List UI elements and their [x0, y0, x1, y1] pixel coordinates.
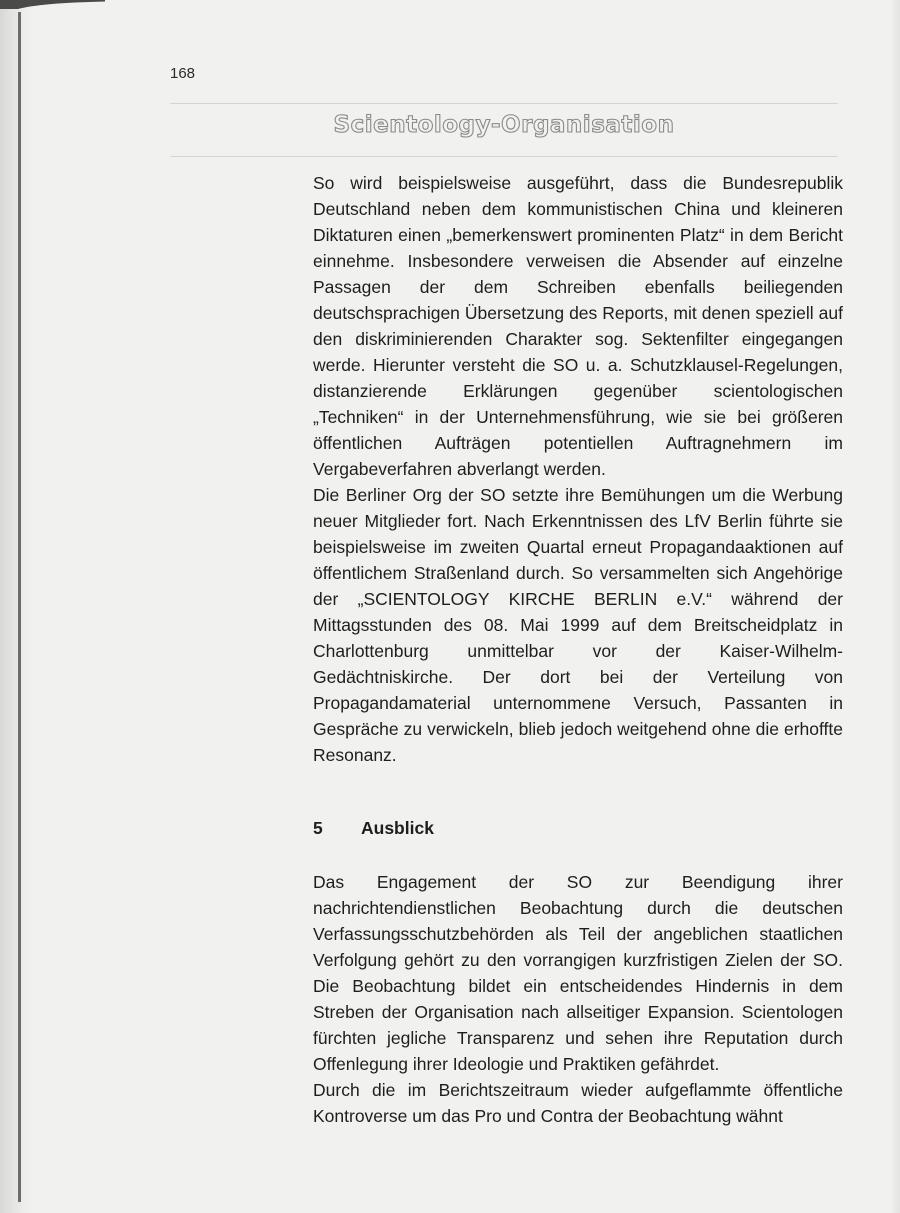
- scan-left-shadow: [0, 0, 34, 1213]
- section-heading: [313, 818, 434, 839]
- paragraph: Durch die im Berichtszeitraum wieder aufgeflammte öffentliche Kontroverse um das Pro und Contra der Beobachtung wähnt: [313, 1080, 843, 1126]
- section-number: 5: [313, 818, 323, 838]
- paragraph: Das Engagement der SO zur Beendigung ihrer nachrichtendienstlichen Beobachtung durch die deutschen Verfassungsschutzbehörden als Teil der angeblichen staatlichen Verfolgung gehört zu den vorrangigen kurzfristigen Zielen der SO. Die Beobachtung bildet ein entscheidendes Hindernis in dem Streben der Organisation nach allseitiger Expansion. Scientologen fürchten jegliche Transparenz und sehen ihre Reputation durch Offenlegung ihrer Ideologie und Praktiken gefährdet.: [313, 872, 843, 1074]
- body-text-after-section: [313, 869, 843, 1129]
- scan-corner-mark: [0, 0, 105, 10]
- section-title: Ausblick: [361, 818, 434, 838]
- body-text-before-section: [313, 170, 843, 768]
- header-rule-bottom: [170, 156, 838, 157]
- paragraph: So wird beispielsweise ausgeführt, dass die Bundesrepublik Deutschland neben dem kommunistischen China und kleineren Diktaturen einen „bemerkenswert prominenten Platz“ in dem Bericht einnehme. Insbesondere verweisen die Absender auf einzelne Passagen der dem Schreiben ebenfalls beiliegenden deutschsprachigen Übersetzung des Reports, mit denen speziell auf den diskriminierenden Charakter sog. Sektenfilter eingegangen werde. Hierunter versteht die SO u. a. Schutzklausel-Regelungen, distanzierende Erklärungen gegenüber scientologischen „Techniken“ in der Unternehmensführung, wie sie bei größeren öffentlichen Aufträgen potentiellen Auftragnehmern im Vergabeverfahren abverlangt werden.: [313, 173, 843, 479]
- scan-binding-edge: [18, 12, 21, 1202]
- running-title: Scientology-Organisation: [333, 112, 675, 138]
- paragraph: Die Berliner Org der SO setzte ihre Bemühungen um die Werbung neuer Mitglieder fort. Nach Erkenntnissen des LfV Berlin führte sie beispielsweise im zweiten Quartal erneut Propagandaaktionen auf öffentlichem Straßenland durch. So versammelten sich Angehörige der „SCIENTOLOGY KIRCHE BERLIN e.V.“ während der Mittagsstunden des 08. Mai 1999 auf dem Breitscheidplatz in Charlottenburg unmittelbar vor der Kaiser-Wilhelm-Gedächtniskirche. Der dort bei der Verteilung von Propagandamaterial unternommene Versuch, Passanten in Gespräche zu verwickeln, blieb jedoch weitgehend ohne die erhoffte Resonanz.: [313, 485, 843, 765]
- header-rule-top: [170, 103, 838, 104]
- scan-right-edge: [890, 0, 900, 1213]
- page-number: 168: [170, 65, 196, 82]
